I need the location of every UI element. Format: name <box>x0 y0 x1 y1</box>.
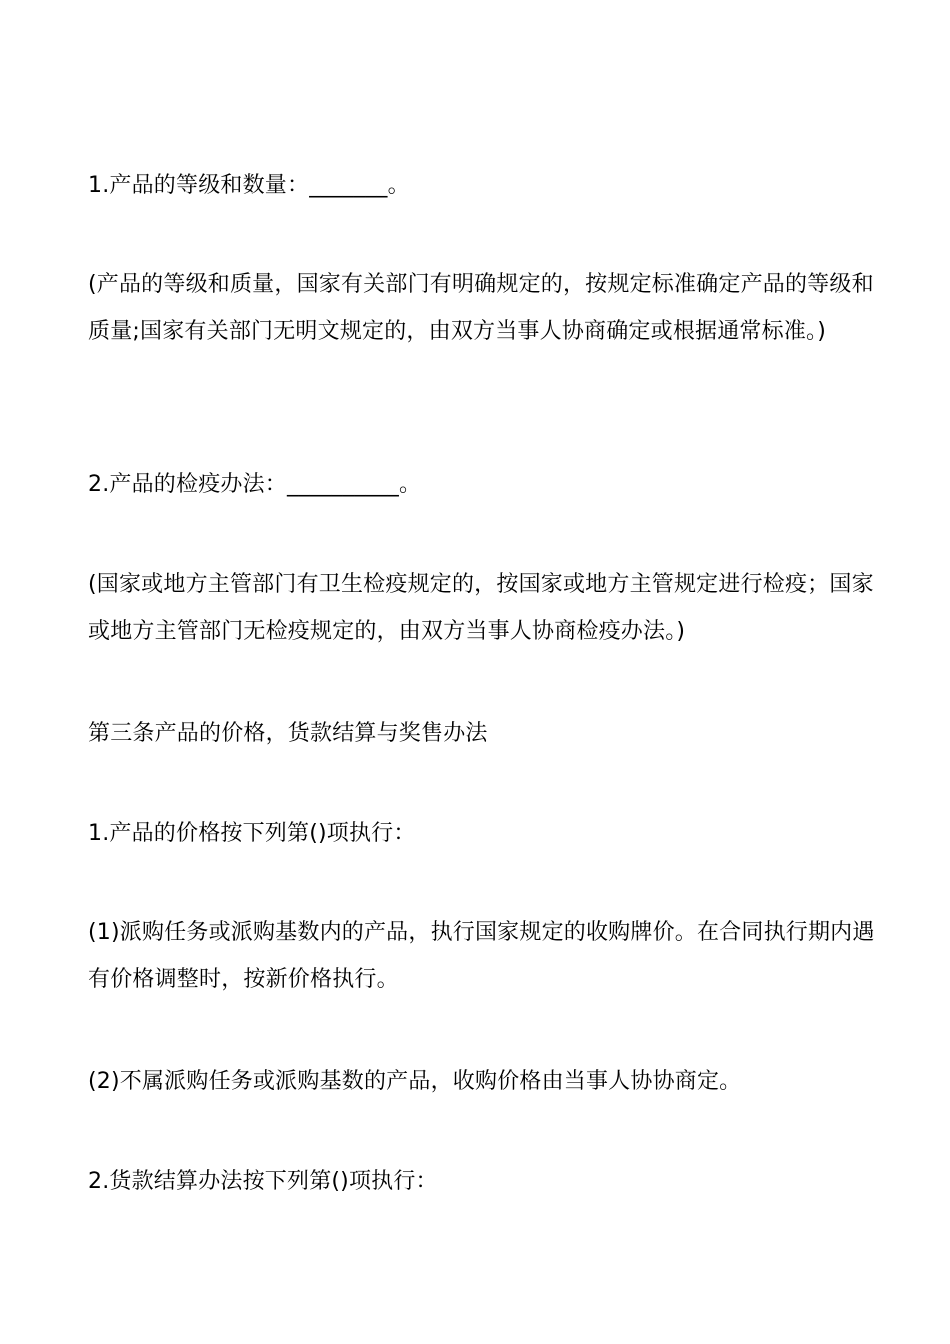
grade-quality-note: (产品的等级和质量，国家有关部门有明确规定的，按规定标准确定产品的等级和质量;国家有关部门无明文规定的，由双方当事人协商确定或根据通常标准。) <box>88 272 874 344</box>
article-three-heading: 第三条产品的价格，货款结算与奖售办法 <box>88 721 488 746</box>
quarantine-method-clause: 2.产品的检疫办法：__________。 <box>88 472 422 497</box>
quarantine-note: (国家或地方主管部门有卫生检疫规定的，按国家或地方主管规定进行检疫；国家或地方主管部门无检疫规定的，由双方当事人协商检疫办法。) <box>88 572 874 644</box>
price-item-one: (1)派购任务或派购基数内的产品，执行国家规定的收购牌价。在合同执行期内遇有价格调整时，按新价格执行。 <box>88 920 875 992</box>
price-clause: 1.产品的价格按下列第()项执行： <box>88 821 416 846</box>
grade-quantity-clause: 1.产品的等级和数量：_______。 <box>88 173 410 198</box>
price-item-two: (2)不属派购任务或派购基数的产品，收购价格由当事人协协商定。 <box>88 1069 742 1094</box>
payment-clause: 2.货款结算办法按下列第()项执行： <box>88 1169 438 1194</box>
